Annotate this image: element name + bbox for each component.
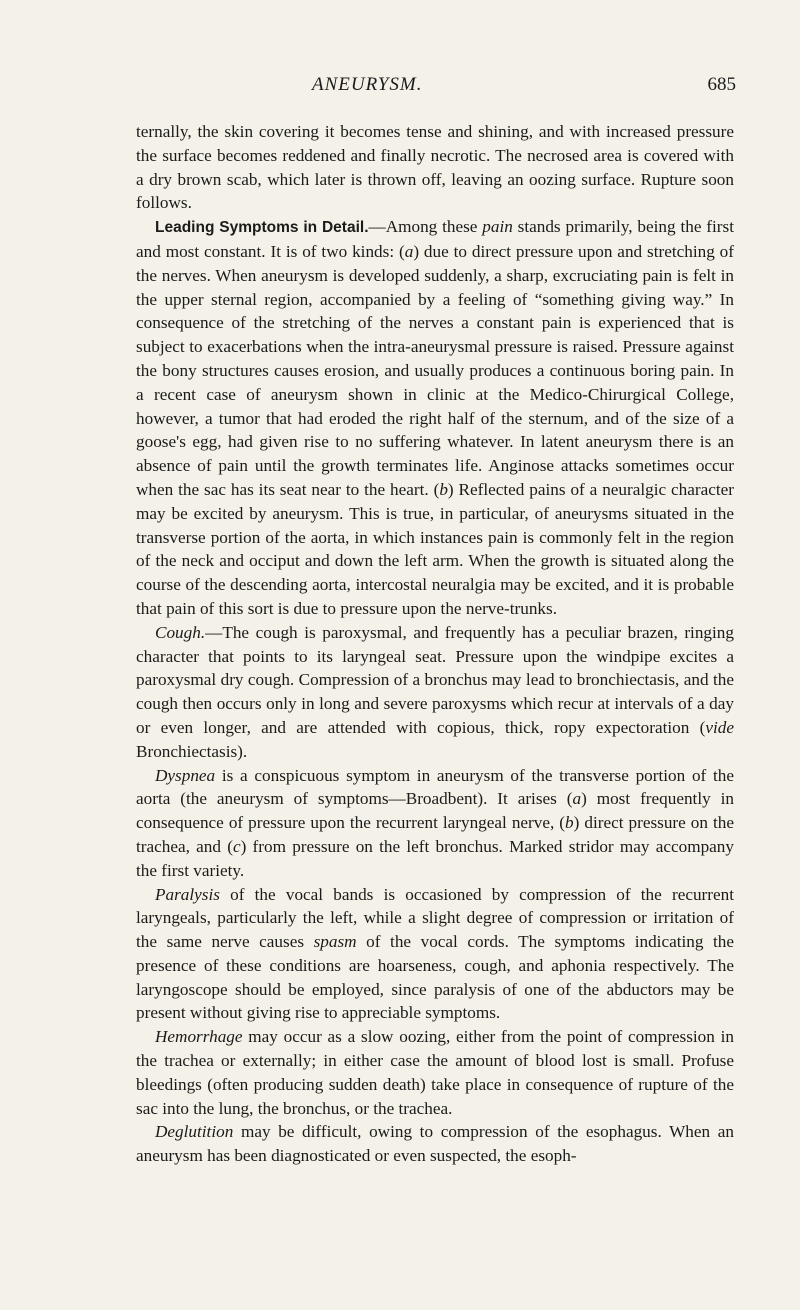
italic-term: Cough. — [155, 622, 206, 642]
italic-term: pain — [482, 217, 513, 237]
italic-term: Paralysis — [155, 884, 220, 904]
text-run: ternally, the skin covering it becomes tense and shining, and with increased pressure the surface becomes reddened and finally necrotic. The necrosed area is covered with a dry brown scab, which later is thrown off, leaving an oozing surface. Rupture soon follows. — [136, 122, 734, 213]
text-run: ) from pressure on the left bronchus. Marked stridor may accompany the first variety. — [136, 836, 734, 880]
italic-term: vide — [705, 717, 734, 737]
text-run: ) most frequently in consequence of pressure upon the recurrent laryngeal nerve, ( — [136, 789, 734, 833]
text-run: of the vocal cords. The symptoms indicating the presence of these conditions are hoarseness, cough, and aphonia respectively. The laryngoscope should be employed, since paralysis of one of the abductors may be present without giving rise to appreciable symptoms. — [136, 932, 734, 1023]
text-run: may be difficult, owing to compression of the esophagus. When an aneurysm has been diagnosticated or even suspected, the esoph- — [136, 1122, 734, 1166]
text-run: stands primarily, being the first and most constant. It is of two kinds: ( — [136, 217, 734, 261]
italic-term: a — [572, 789, 582, 809]
paragraph-deglutition — [136, 1120, 734, 1168]
paragraph-leading-symptoms-pain — [136, 215, 734, 621]
text-run: —The cough is paroxysmal, and frequently has a peculiar brazen, ringing character that points to its laryngeal seat. Pressure upon the windpipe excites a paroxysmal dry cough. Compression of a bronchus may lead to bronchiectasis, and the cough then occurs only in long and severe paroxysms which recur at intervals of a day or even longer, and are attended with copious, thick, ropy expectoration ( — [136, 622, 734, 737]
text-run: ) Reflected pains of a neuralgic character may be excited by aneurysm. This is true, in particular, of aneurysms situated in the transverse portion of the aorta, in which instances pain is commonly felt in the region of the neck and occiput and down the left arm. When the growth is situated along the course of the descending aorta, intercostal neuralgia may be excited, and it is probable that pain of this sort is due to pressure upon the nerve-trunks. — [136, 479, 734, 618]
page-number: 685 — [707, 74, 736, 95]
text-run: may occur as a slow oozing, either from the point of compression in the trachea or externally; in either case the amount of blood lost is small. Profuse bleedings (often producing sudden death) take place in consequence of rupture of the sac into the lung, the bronchus, or the trachea. — [136, 1027, 734, 1118]
italic-term: Hemorrhage — [155, 1027, 243, 1047]
body-text — [136, 120, 734, 1168]
paragraph-hemorrhage — [136, 1025, 734, 1120]
italic-term: a — [404, 241, 414, 261]
running-title: ANEURYSM. — [312, 74, 423, 95]
paragraph-dyspnea — [136, 764, 734, 883]
paragraph-necrosis — [136, 120, 734, 215]
text-run: is a conspicuous symptom in aneurysm of the transverse portion of the aorta (the aneurysm of symptoms—Broadbent). It arises ( — [136, 765, 734, 809]
section-heading: Leading Symptoms in Detail. — [155, 219, 369, 237]
text-run: Bronchiectasis). — [136, 741, 248, 761]
italic-term: b — [439, 479, 448, 499]
page-header — [0, 74, 800, 100]
text-run: of the vocal bands is occasioned by compression of the recurrent laryngeals, particularly the left, while a slight degree of compression or irritation of the same nerve causes — [136, 884, 734, 952]
text-run: ) direct pressure on the trachea, and ( — [136, 813, 734, 856]
text-run: —Among these — [368, 217, 483, 237]
paragraph-paralysis — [136, 883, 734, 1026]
italic-term: c — [232, 836, 241, 856]
italic-term: b — [565, 813, 574, 833]
italic-term: spasm — [313, 932, 357, 952]
italic-term: Dyspnea — [155, 765, 216, 785]
text-run: ) due to direct pressure upon and stretching of the nerves. When aneurysm is developed suddenly, a sharp, excruciating pain is felt in the upper sternal region, accompanied by a feeling of “something giving way.” In consequence of the stretching of the nerves a constant pain is experienced that is subject to exacerbations when the intra-aneurysmal pressure is raised. Pressure against the bony structures causes erosion, and usually produces a continuous boring pain. In a recent case of aneurysm shown in clinic at the Medico-Chirurgical College, however, a tumor that had eroded the right half of the sternum, and of the size of a goose's egg, had given rise to no suffering whatever. In latent aneurysm there is an absence of pain until the growth terminates life. Anginose attacks sometimes occur when the sac has its seat near to the heart. ( — [136, 241, 734, 499]
paragraph-cough — [136, 621, 734, 764]
italic-term: Deglutition — [155, 1122, 234, 1142]
